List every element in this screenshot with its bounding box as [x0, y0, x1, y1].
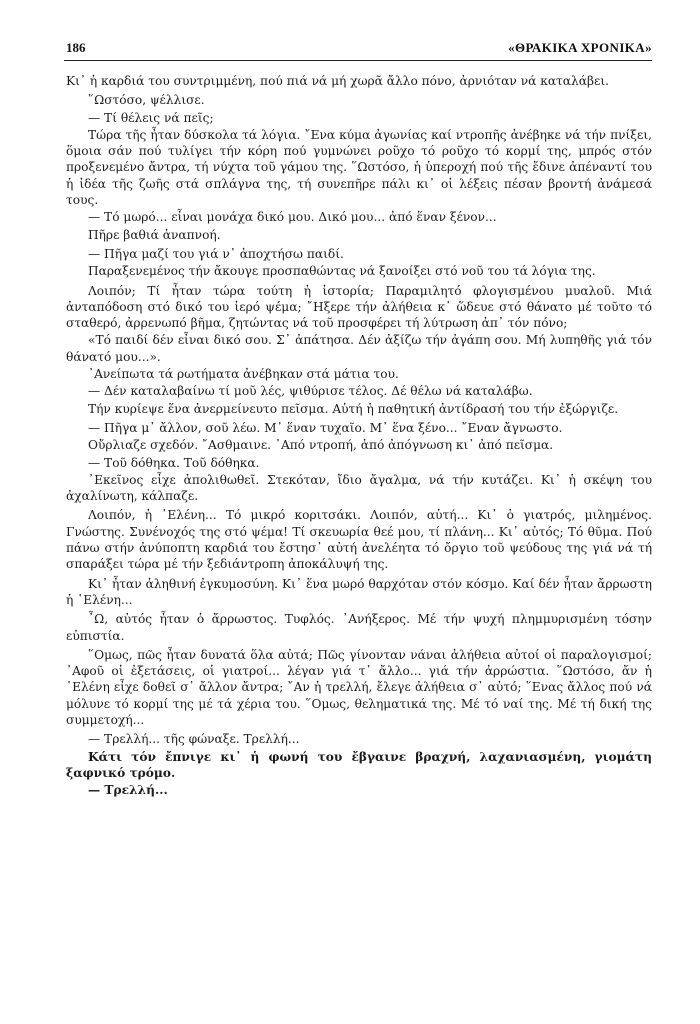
- paragraph: Κι᾽ ἡ καρδιά του συντριμμένη, πού πιά νά μή χωρᾶ ἄλλο πόνο, ἀρνιόταν νά καταλάβει.: [66, 74, 609, 88]
- dialogue-line: — Τρελλή...: [88, 783, 168, 798]
- dialogue-line: — Τρελλή... τῆς φώναξε. Τρελλή...: [88, 732, 300, 747]
- dialogue-line: — Δέν καταλαβαίνω τί μοῦ λές, ψιθύρισε τέλος. Δέ θέλω νά καταλάβω.: [88, 384, 533, 399]
- page-number: 186: [66, 40, 86, 55]
- paragraph: ῞Ομως, πῶς ἦταν δυνατά ὅλα αὐτά; Πῶς γίνονταν νάναι ἀλήθεια αὐτοί οἱ παραλογισμοί; ᾽Αφοῦ οἱ ἐξετάσεις, οἱ γιατροί... λέγαν γιά τ᾽ ἄλλο... γιά τήν ἀρρώστια. ῞Ωστόσο, ἄν ἡ ῾Ελένη εἶχε δοθεῖ σ᾽ ἄλλον ἄντρα; ῎Αν ἡ τρελλή, ἔλεγε ἀλήθεια σ᾽ αὐτό; ῞Ενας ἄλλος πού νά μόλυνε τό κορμί της μέ τά χέρια του. ῞Ομως, θεληματικά της. Μέ τό ναί της. Μέ τή δική της συμμετοχή...: [66, 647, 652, 727]
- paragraph: Κι᾽ ἦταν ἀληθινή ἐγκυμοσύνη. Κι᾽ ἕνα μωρό θαρχόταν στόν κόσμο. Καί δέν ἦταν ἄρρωστη ἡ ῾Ελένη...: [66, 576, 652, 607]
- paragraph: ῞Ωστόσο, ψέλλισε.: [88, 93, 205, 108]
- paragraph: Οὔρλιαζε σχεδόν. ῎Ασθμαινε. ᾽Από ντροπή, ἀπό ἀπόγνωση κι᾽ ἀπό πεῖσμα.: [88, 438, 554, 453]
- body-text: [66, 73, 652, 799]
- paragraph: Τήν κυρίεψε ἕνα ἀνερμείνευτο πεῖσμα. Αὐτή ἡ παθητική ἀντίδρασή του τήν ἐξώργιζε.: [88, 401, 619, 416]
- paragraph: ῏Ω, αὐτός ἦταν ὁ ἄρρωστος. Τυφλός. ᾽Ανήξερος. Μέ τήν ψυχή πλημμυρισμένη τόσην εὐπιστία.: [66, 612, 652, 643]
- paragraph: ᾽Εκεῖνος εἶχε ἀπολιθωθεῖ. Στεκόταν, ἴδιο ἄγαλμα, νά τήν κυτάζει. Κι᾽ ἡ σκέψη του ἀχαλίνωτη, κάλπαζε.: [66, 472, 652, 504]
- paragraph: ᾽Ανείπωτα τά ρωτήματα ἀνέβηκαν στά μάτια του.: [88, 367, 399, 382]
- running-header: [66, 40, 652, 60]
- dialogue-line: — Τί θέλεις νά πεῖς;: [88, 110, 214, 125]
- paragraph: Λοιπόν; Τί ἦταν τώρα τούτη ἡ ἱστορία; Παραμιλητό φλογισμένου μυαλοῦ. Μιά ἀνταπόδοση στό δικό του ἱερό ψέμα; ῎Ηξερε τήν ἀλήθεια κ᾽ ὥδευε στό θάνατο μέ τοῦτο τό σταθερό, ἀρρενωπό βῆμα, ζητώντας νά τοῦ προσφέρει τή λύτρωση ἀπ᾽ τόν πόνο;: [66, 283, 652, 331]
- paragraph: Τώρα τῆς ἦταν δύσκολα τά λόγια. ῎Ενα κύμα ἀγωνίας καί ντροπῆς ἀνέβηκε νά τήν πνίξει, ὅμοια σάν πού τυλίγει τήν κόρη πού γυμνώνει ροῦχο τό ροῦχο τό κορμί της, μπρός στόν προξενεμένο ἄντρα, τή νύχτα τοῦ γάμου της. ῞Ωστόσο, ἡ ὑπεροχή πού τῆς ἔδινε ἀπέναντί του ἡ ἰδέα τῆς ζωῆς στά σπλάγνα της, τή συνεπῆρε πάλι κι᾽ οἱ λέξεις πέσαν βροντή ἀνάμεσά τους.: [66, 127, 652, 208]
- running-title: «ΘΡΑΚΙΚΑ ΧΡΟΝΙΚΑ»: [508, 40, 652, 55]
- paragraph: Κάτι τόν ἔπνιγε κι᾽ ἡ φωνή του ἔβγαινε βραχνή, λαχανιασμένη, γιομάτη ξαφνικό τρόμο.: [66, 749, 652, 780]
- paragraph: Πῆρε βαθιά ἀναπνοή.: [88, 227, 221, 242]
- paragraph: Λοιπόν, ἡ ῾Ελένη... Τό μικρό κοριτσάκι. Λοιπόν, αὐτή... Κι᾽ ὁ γιατρός, μιλημένος. Γνώστης. Συνένοχός της στό ψέμα! Τί σκευωρία θεέ μου, τί πλάνη... Κι᾽ αὐτός; Τό θῦμα. Πού πάνω στήν ἀνύποπτη καρδιά του ἔστησ᾽ αὐτή ἀνελέητα τό ὄργιο τοῦ ψεύδους της γιά νά τή σπαράξει τώρα μέ τήν ξεδιάντροπη ἀποκάλυψή της.: [66, 508, 652, 572]
- dialogue-line: — Πῆγα μαζί του γιά ν᾽ ἀποχτήσω παιδί.: [88, 246, 344, 261]
- dialogue-line: — Τοῦ δόθηκα. Τοῦ δόθηκα.: [88, 455, 260, 470]
- paragraph: Παραξενεμένος τήν ἄκουγε προσπαθώντας νά ξανοίξει στό νοῦ του τά λόγια της.: [88, 264, 596, 279]
- dialogue-line: — Τό μωρό... εἶναι μονάχα δικό μου. Δικό μου... ἀπό ἕναν ξένον...: [88, 210, 497, 225]
- header-rule: [64, 60, 652, 61]
- dialogue-line: — Πῆγα μ᾽ ἄλλον, σοῦ λέω. Μ᾽ ἕναν τυχαῖο. Μ᾽ ἕνα ξένο... ῎Εναν ἄγνωστο.: [88, 420, 563, 435]
- quoted-paragraph: «Τό παιδί δέν εἶναι δικό σου. Σ᾽ ἀπάτησα. Δέν ἀξίζω τήν ἀγάπη σου. Μή λυπηθῆς γιά τόν θάνατό μου...».: [66, 333, 652, 364]
